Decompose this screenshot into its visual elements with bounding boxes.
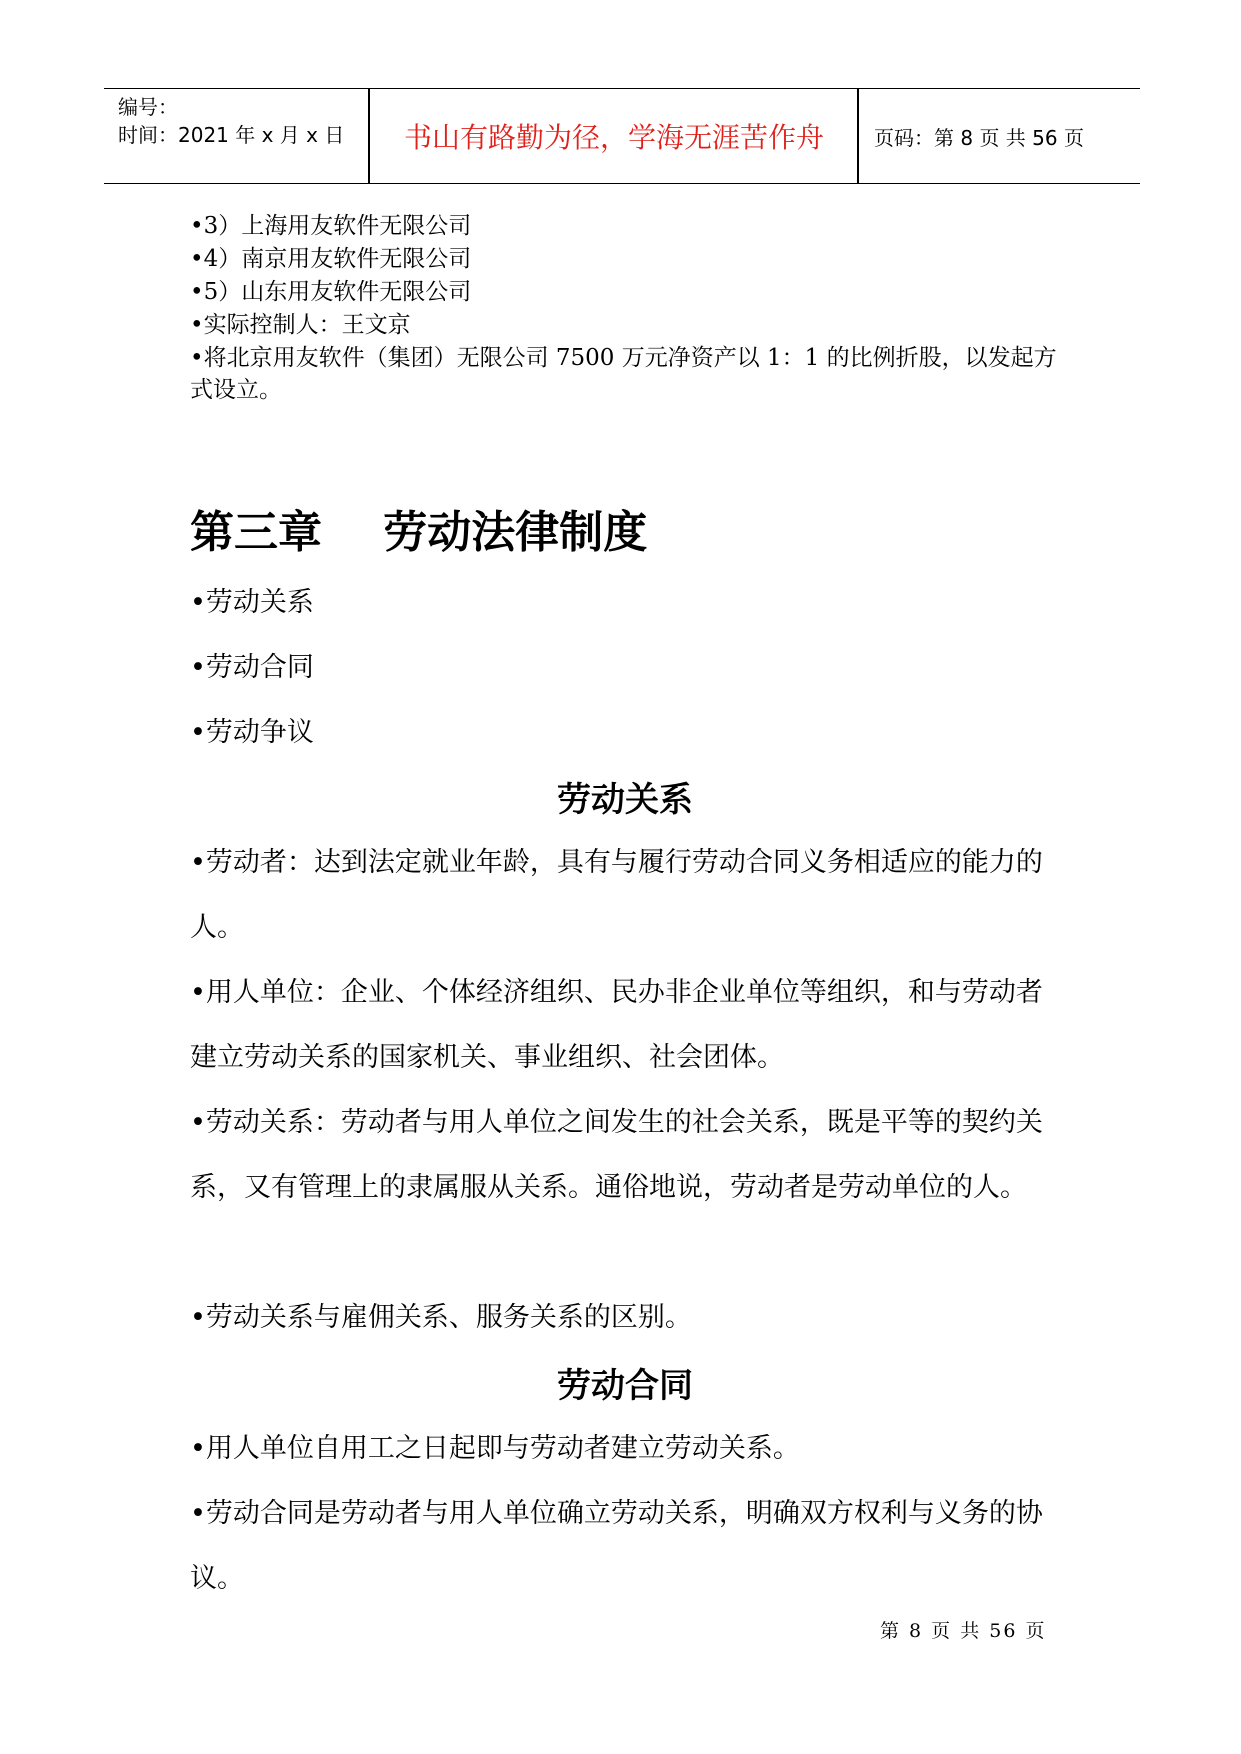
chapter-item: •劳动关系 xyxy=(190,587,314,618)
list-item: •将北京用友软件（集团）无限公司 7500 万元净资产以 1：1 的比例折股，以发起方式设立。 xyxy=(190,345,1057,403)
list-item: •3）上海用友软件无限公司 xyxy=(190,213,472,239)
header-divider xyxy=(368,89,370,183)
paragraph: •用人单位：企业、个体经济组织、民办非企业单位等组织，和与劳动者建立劳动关系的国家机关、事业组织、社会团体。 xyxy=(190,977,1043,1073)
header-motto: 书山有路勤为径，学海无涯苦作舟 xyxy=(403,121,824,154)
list-item: •实际控制人：王文京 xyxy=(190,312,411,338)
document-time-label: 时间：2021 年 x 月 x 日 xyxy=(118,123,345,147)
header-page-label: 页码：第 8 页 共 56 页 xyxy=(874,125,1084,150)
document-number-label: 编号： xyxy=(118,95,178,119)
header-meta xyxy=(118,93,344,149)
header-divider xyxy=(857,89,859,183)
page-header xyxy=(104,88,1140,184)
page-footer: 第 8 页 共 56 页 xyxy=(880,1620,1047,1642)
paragraph: •劳动者：达到法定就业年龄，具有与履行劳动合同义务相适应的能力的人。 xyxy=(190,847,1043,943)
section-title: 劳动合同 xyxy=(557,1366,693,1406)
paragraph: •用人单位自用工之日起即与劳动者建立劳动关系。 xyxy=(190,1433,800,1464)
chapter-title: 第三章 劳动法律制度 xyxy=(190,507,648,558)
paragraph: •劳动关系：劳动者与用人单位之间发生的社会关系，既是平等的契约关系，又有管理上的隶属服从关系。通俗地说，劳动者是劳动单位的人。 xyxy=(190,1107,1043,1203)
list-item: •5）山东用友软件无限公司 xyxy=(190,279,472,305)
paragraph: •劳动合同是劳动者与用人单位确立劳动关系，明确双方权利与义务的协议。 xyxy=(190,1498,1043,1594)
section-title: 劳动关系 xyxy=(557,780,693,820)
chapter-item: •劳动合同 xyxy=(190,652,314,683)
paragraph: •劳动关系与雇佣关系、服务关系的区别。 xyxy=(190,1302,692,1333)
list-item: •4）南京用友软件无限公司 xyxy=(190,246,472,272)
chapter-item: •劳动争议 xyxy=(190,717,314,748)
